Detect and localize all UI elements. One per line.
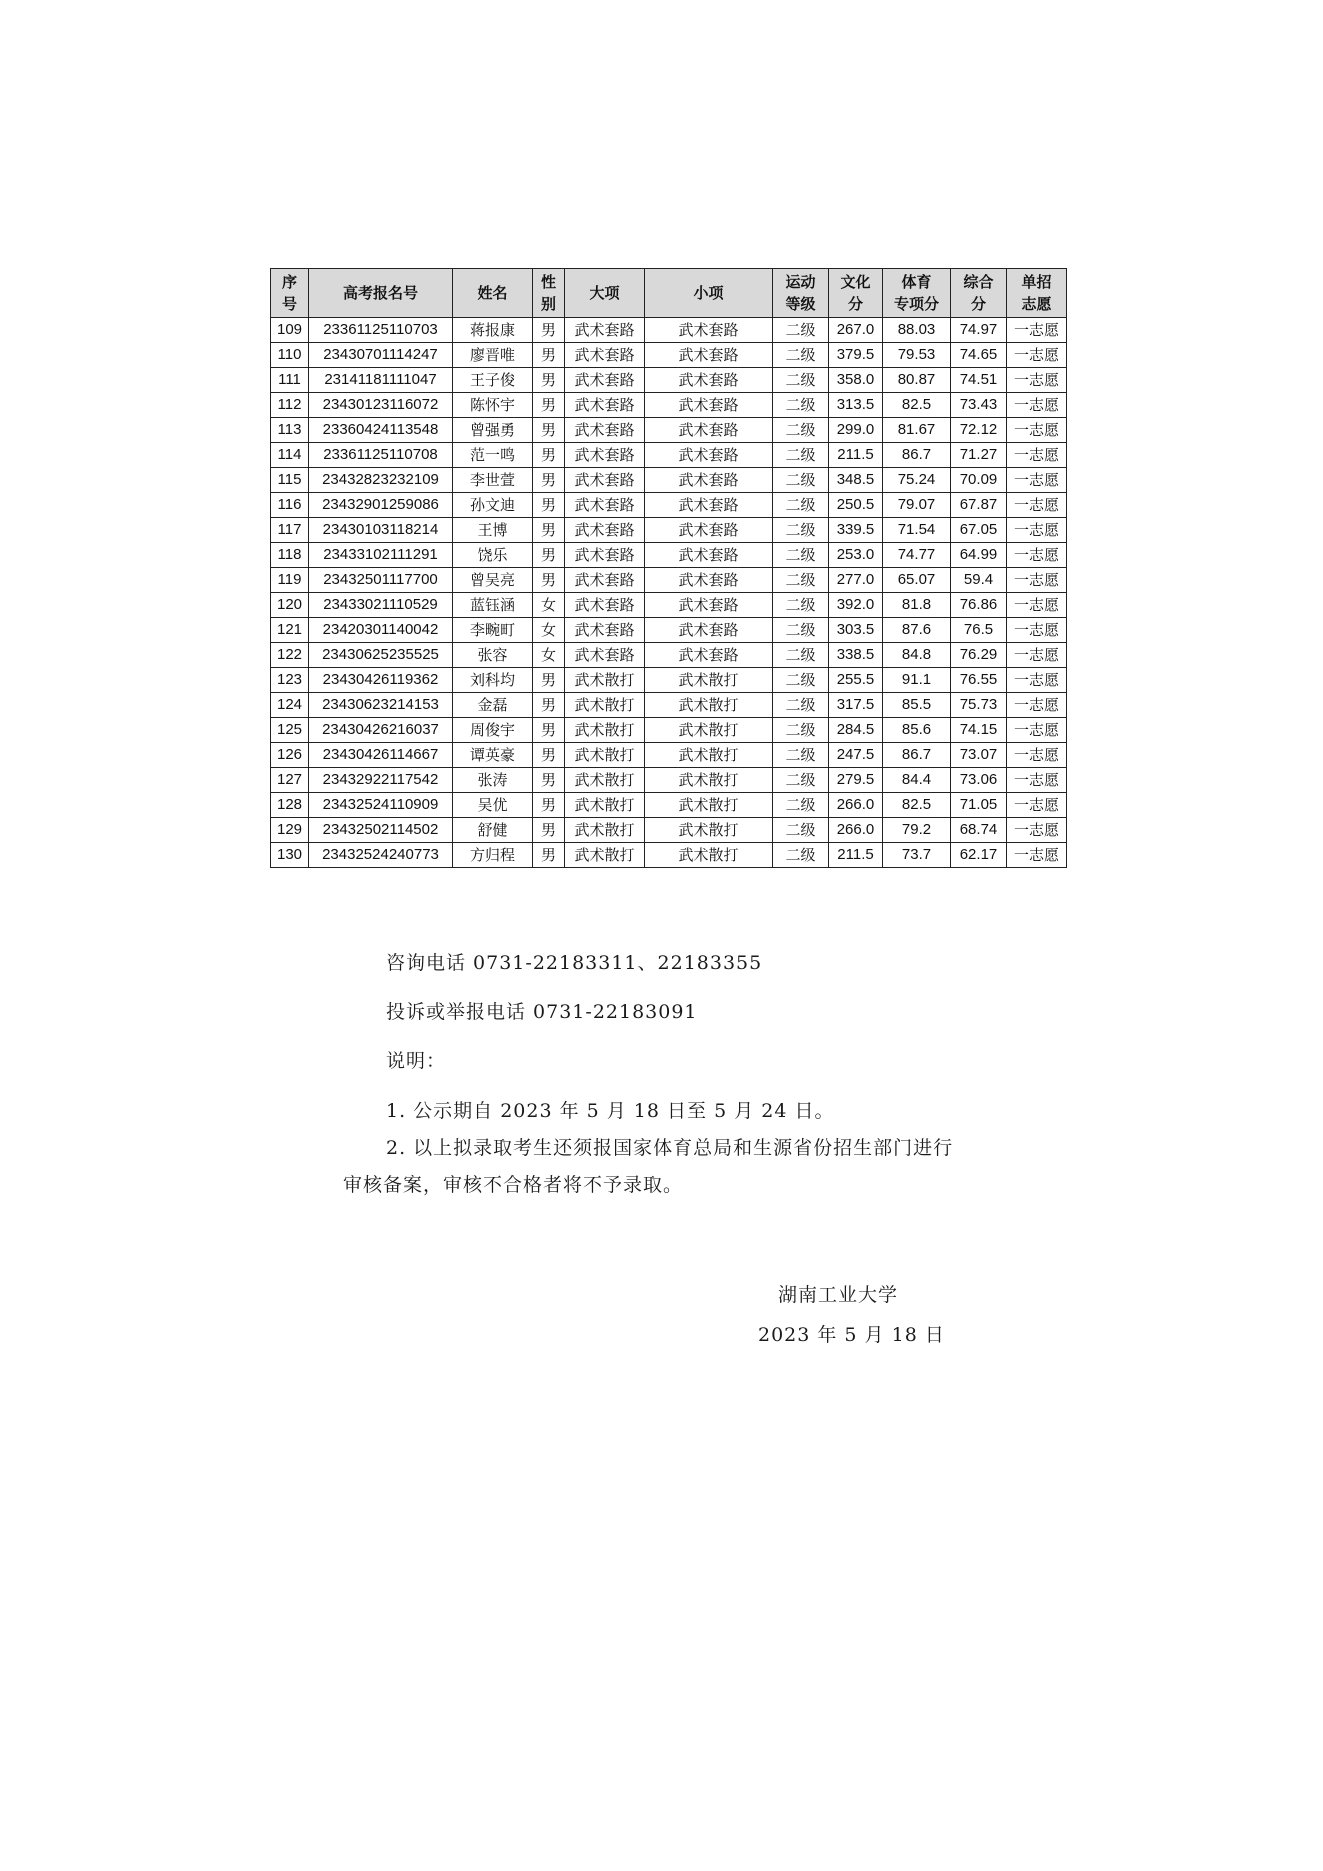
cell-culture-score: 211.5 (829, 443, 883, 468)
header-seq: 序 号 (271, 269, 309, 318)
cell-sport-score: 84.4 (883, 768, 951, 793)
cell-major-event: 武术套路 (565, 493, 645, 518)
cell-major-event: 武术套路 (565, 318, 645, 343)
cell-name: 张涛 (453, 768, 533, 793)
cell-minor-event: 武术散打 (645, 818, 773, 843)
cell-major-event: 武术散打 (565, 818, 645, 843)
cell-preference: 一志愿 (1007, 618, 1067, 643)
cell-culture-score: 253.0 (829, 543, 883, 568)
cell-name: 廖晋唯 (453, 343, 533, 368)
cell-culture-score: 348.5 (829, 468, 883, 493)
cell-name: 吴优 (453, 793, 533, 818)
cell-seq: 113 (271, 418, 309, 443)
cell-sport-score: 85.6 (883, 718, 951, 743)
cell-preference: 一志愿 (1007, 393, 1067, 418)
cell-seq: 118 (271, 543, 309, 568)
signature-institution: 湖南工业大学 (778, 1284, 899, 1306)
cell-sport-score: 73.7 (883, 843, 951, 868)
table-row (271, 668, 1067, 693)
cell-culture-score: 339.5 (829, 518, 883, 543)
cell-culture-score: 317.5 (829, 693, 883, 718)
cell-exam-id: 23430123116072 (309, 393, 453, 418)
cell-total-score: 74.15 (951, 718, 1007, 743)
table-row (271, 468, 1067, 493)
admission-table (270, 268, 1067, 868)
cell-preference: 一志愿 (1007, 518, 1067, 543)
table-row (271, 818, 1067, 843)
cell-sport-score: 74.77 (883, 543, 951, 568)
cell-sport-level: 二级 (773, 718, 829, 743)
cell-sport-score: 84.8 (883, 643, 951, 668)
cell-culture-score: 266.0 (829, 793, 883, 818)
cell-sport-level: 二级 (773, 468, 829, 493)
header-sport-score: 体育 专项分 (883, 269, 951, 318)
cell-preference: 一志愿 (1007, 593, 1067, 618)
cell-name: 曾强勇 (453, 418, 533, 443)
cell-sport-level: 二级 (773, 543, 829, 568)
cell-major-event: 武术套路 (565, 393, 645, 418)
cell-exam-id: 23432524240773 (309, 843, 453, 868)
cell-culture-score: 250.5 (829, 493, 883, 518)
cell-major-event: 武术散打 (565, 793, 645, 818)
cell-preference: 一志愿 (1007, 568, 1067, 593)
header-minor-event: 小项 (645, 269, 773, 318)
cell-total-score: 76.55 (951, 668, 1007, 693)
cell-sport-level: 二级 (773, 318, 829, 343)
cell-major-event: 武术散打 (565, 668, 645, 693)
cell-total-score: 75.73 (951, 693, 1007, 718)
cell-exam-id: 23430623214153 (309, 693, 453, 718)
cell-gender: 男 (533, 793, 565, 818)
cell-minor-event: 武术套路 (645, 393, 773, 418)
cell-culture-score: 392.0 (829, 593, 883, 618)
cell-name: 饶乐 (453, 543, 533, 568)
cell-total-score: 76.5 (951, 618, 1007, 643)
cell-total-score: 74.51 (951, 368, 1007, 393)
cell-seq: 129 (271, 818, 309, 843)
cell-sport-score: 91.1 (883, 668, 951, 693)
cell-seq: 111 (271, 368, 309, 393)
table-row (271, 443, 1067, 468)
cell-exam-id: 23430426114667 (309, 743, 453, 768)
cell-name: 方归程 (453, 843, 533, 868)
cell-major-event: 武术套路 (565, 618, 645, 643)
cell-exam-id: 23432823232109 (309, 468, 453, 493)
signature-date: 2023 年 5 月 18 日 (758, 1324, 945, 1346)
cell-gender: 男 (533, 843, 565, 868)
cell-culture-score: 267.0 (829, 318, 883, 343)
cell-minor-event: 武术套路 (645, 443, 773, 468)
cell-minor-event: 武术套路 (645, 568, 773, 593)
cell-sport-score: 87.6 (883, 618, 951, 643)
cell-sport-level: 二级 (773, 693, 829, 718)
cell-gender: 男 (533, 468, 565, 493)
cell-gender: 男 (533, 543, 565, 568)
cell-preference: 一志愿 (1007, 543, 1067, 568)
cell-major-event: 武术套路 (565, 568, 645, 593)
cell-exam-id: 23432901259086 (309, 493, 453, 518)
cell-major-event: 武术套路 (565, 643, 645, 668)
cell-culture-score: 313.5 (829, 393, 883, 418)
table-row (271, 518, 1067, 543)
cell-seq: 121 (271, 618, 309, 643)
cell-sport-score: 81.67 (883, 418, 951, 443)
cell-name: 李畹町 (453, 618, 533, 643)
cell-major-event: 武术套路 (565, 468, 645, 493)
cell-sport-level: 二级 (773, 368, 829, 393)
cell-seq: 110 (271, 343, 309, 368)
cell-gender: 男 (533, 668, 565, 693)
table-row (271, 368, 1067, 393)
cell-exam-id: 23432501117700 (309, 568, 453, 593)
cell-preference: 一志愿 (1007, 493, 1067, 518)
cell-culture-score: 247.5 (829, 743, 883, 768)
cell-seq: 119 (271, 568, 309, 593)
cell-preference: 一志愿 (1007, 443, 1067, 468)
cell-gender: 女 (533, 593, 565, 618)
cell-gender: 女 (533, 618, 565, 643)
cell-sport-score: 79.07 (883, 493, 951, 518)
cell-minor-event: 武术套路 (645, 618, 773, 643)
cell-seq: 126 (271, 743, 309, 768)
cell-seq: 120 (271, 593, 309, 618)
cell-gender: 男 (533, 693, 565, 718)
cell-culture-score: 279.5 (829, 768, 883, 793)
cell-sport-level: 二级 (773, 643, 829, 668)
cell-exam-id: 23432502114502 (309, 818, 453, 843)
consult-phone: 咨询电话 0731-22183311、22183355 (386, 952, 763, 974)
cell-exam-id: 23360424113548 (309, 418, 453, 443)
cell-sport-score: 82.5 (883, 793, 951, 818)
cell-gender: 男 (533, 318, 565, 343)
cell-gender: 男 (533, 768, 565, 793)
cell-exam-id: 23361125110708 (309, 443, 453, 468)
cell-exam-id: 23141181111047 (309, 368, 453, 393)
cell-culture-score: 303.5 (829, 618, 883, 643)
cell-exam-id: 23361125110703 (309, 318, 453, 343)
header-preference: 单招 志愿 (1007, 269, 1067, 318)
cell-sport-level: 二级 (773, 443, 829, 468)
cell-sport-level: 二级 (773, 793, 829, 818)
cell-gender: 男 (533, 393, 565, 418)
cell-sport-level: 二级 (773, 393, 829, 418)
cell-seq: 114 (271, 443, 309, 468)
explanation-heading: 说明： (386, 1050, 447, 1072)
cell-name: 陈怀宇 (453, 393, 533, 418)
cell-sport-level: 二级 (773, 743, 829, 768)
header-exam-id: 高考报名号 (309, 269, 453, 318)
table-row (271, 643, 1067, 668)
table-row (271, 768, 1067, 793)
cell-minor-event: 武术套路 (645, 418, 773, 443)
cell-culture-score: 277.0 (829, 568, 883, 593)
cell-minor-event: 武术散打 (645, 693, 773, 718)
cell-minor-event: 武术散打 (645, 718, 773, 743)
table-row (271, 318, 1067, 343)
cell-minor-event: 武术散打 (645, 668, 773, 693)
cell-major-event: 武术套路 (565, 368, 645, 393)
cell-sport-score: 86.7 (883, 443, 951, 468)
cell-total-score: 73.07 (951, 743, 1007, 768)
cell-exam-id: 23430701114247 (309, 343, 453, 368)
table-row (271, 843, 1067, 868)
cell-sport-score: 79.53 (883, 343, 951, 368)
cell-sport-score: 75.24 (883, 468, 951, 493)
cell-total-score: 64.99 (951, 543, 1007, 568)
cell-minor-event: 武术散打 (645, 843, 773, 868)
cell-gender: 男 (533, 743, 565, 768)
cell-gender: 男 (533, 518, 565, 543)
cell-minor-event: 武术套路 (645, 368, 773, 393)
cell-preference: 一志愿 (1007, 418, 1067, 443)
cell-preference: 一志愿 (1007, 468, 1067, 493)
cell-exam-id: 23432922117542 (309, 768, 453, 793)
cell-sport-level: 二级 (773, 518, 829, 543)
cell-sport-score: 80.87 (883, 368, 951, 393)
cell-sport-level: 二级 (773, 493, 829, 518)
cell-minor-event: 武术套路 (645, 643, 773, 668)
cell-name: 张容 (453, 643, 533, 668)
table-row (271, 493, 1067, 518)
cell-seq: 112 (271, 393, 309, 418)
cell-minor-event: 武术套路 (645, 518, 773, 543)
cell-name: 金磊 (453, 693, 533, 718)
cell-preference: 一志愿 (1007, 643, 1067, 668)
cell-exam-id: 23433102111291 (309, 543, 453, 568)
table-row (271, 718, 1067, 743)
note-item-1: 1. 公示期自 2023 年 5 月 18 日至 5 月 24 日。 (386, 1100, 835, 1122)
cell-gender: 男 (533, 568, 565, 593)
cell-minor-event: 武术套路 (645, 318, 773, 343)
cell-sport-score: 88.03 (883, 318, 951, 343)
cell-sport-level: 二级 (773, 768, 829, 793)
header-total-score: 综合 分 (951, 269, 1007, 318)
cell-minor-event: 武术套路 (645, 593, 773, 618)
cell-total-score: 70.09 (951, 468, 1007, 493)
table-row (271, 618, 1067, 643)
cell-culture-score: 266.0 (829, 818, 883, 843)
cell-gender: 男 (533, 443, 565, 468)
cell-total-score: 67.05 (951, 518, 1007, 543)
table-row (271, 568, 1067, 593)
cell-seq: 122 (271, 643, 309, 668)
cell-preference: 一志愿 (1007, 693, 1067, 718)
cell-sport-level: 二级 (773, 843, 829, 868)
cell-gender: 男 (533, 368, 565, 393)
table-row (271, 693, 1067, 718)
cell-gender: 男 (533, 418, 565, 443)
table-row (271, 593, 1067, 618)
cell-preference: 一志愿 (1007, 818, 1067, 843)
cell-seq: 124 (271, 693, 309, 718)
cell-exam-id: 23430426216037 (309, 718, 453, 743)
cell-sport-level: 二级 (773, 593, 829, 618)
cell-exam-id: 23430625235525 (309, 643, 453, 668)
cell-name: 王博 (453, 518, 533, 543)
cell-total-score: 59.4 (951, 568, 1007, 593)
cell-sport-score: 85.5 (883, 693, 951, 718)
cell-preference: 一志愿 (1007, 318, 1067, 343)
cell-seq: 115 (271, 468, 309, 493)
cell-major-event: 武术套路 (565, 543, 645, 568)
cell-total-score: 74.97 (951, 318, 1007, 343)
cell-total-score: 71.05 (951, 793, 1007, 818)
complaint-phone: 投诉或举报电话 0731-22183091 (386, 1001, 698, 1023)
cell-sport-score: 81.8 (883, 593, 951, 618)
table-row (271, 543, 1067, 568)
cell-major-event: 武术套路 (565, 343, 645, 368)
cell-sport-level: 二级 (773, 568, 829, 593)
cell-exam-id: 23432524110909 (309, 793, 453, 818)
cell-culture-score: 299.0 (829, 418, 883, 443)
cell-minor-event: 武术套路 (645, 493, 773, 518)
table-row (271, 793, 1067, 818)
cell-major-event: 武术散打 (565, 843, 645, 868)
cell-gender: 女 (533, 643, 565, 668)
table-header-row (271, 269, 1067, 318)
cell-total-score: 71.27 (951, 443, 1007, 468)
cell-major-event: 武术套路 (565, 593, 645, 618)
table-row (271, 418, 1067, 443)
cell-name: 李世萱 (453, 468, 533, 493)
cell-gender: 男 (533, 818, 565, 843)
cell-sport-level: 二级 (773, 418, 829, 443)
header-culture-score: 文化 分 (829, 269, 883, 318)
cell-sport-score: 79.2 (883, 818, 951, 843)
cell-name: 刘科均 (453, 668, 533, 693)
header-sport-level: 运动 等级 (773, 269, 829, 318)
cell-total-score: 67.87 (951, 493, 1007, 518)
cell-preference: 一志愿 (1007, 843, 1067, 868)
cell-preference: 一志愿 (1007, 793, 1067, 818)
cell-preference: 一志愿 (1007, 368, 1067, 393)
cell-total-score: 68.74 (951, 818, 1007, 843)
cell-exam-id: 23430103118214 (309, 518, 453, 543)
cell-exam-id: 23433021110529 (309, 593, 453, 618)
cell-seq: 127 (271, 768, 309, 793)
cell-preference: 一志愿 (1007, 668, 1067, 693)
table-row (271, 743, 1067, 768)
cell-sport-level: 二级 (773, 818, 829, 843)
header-major-event: 大项 (565, 269, 645, 318)
cell-total-score: 74.65 (951, 343, 1007, 368)
cell-name: 谭英豪 (453, 743, 533, 768)
cell-total-score: 62.17 (951, 843, 1007, 868)
cell-preference: 一志愿 (1007, 343, 1067, 368)
table-body (271, 318, 1067, 868)
cell-name: 曾吴亮 (453, 568, 533, 593)
cell-major-event: 武术套路 (565, 518, 645, 543)
cell-name: 舒健 (453, 818, 533, 843)
cell-culture-score: 358.0 (829, 368, 883, 393)
cell-gender: 男 (533, 343, 565, 368)
cell-seq: 123 (271, 668, 309, 693)
cell-major-event: 武术散打 (565, 768, 645, 793)
cell-culture-score: 284.5 (829, 718, 883, 743)
cell-seq: 130 (271, 843, 309, 868)
cell-minor-event: 武术散打 (645, 793, 773, 818)
cell-total-score: 73.43 (951, 393, 1007, 418)
cell-major-event: 武术散打 (565, 693, 645, 718)
cell-culture-score: 255.5 (829, 668, 883, 693)
cell-total-score: 72.12 (951, 418, 1007, 443)
cell-sport-score: 71.54 (883, 518, 951, 543)
cell-major-event: 武术散打 (565, 718, 645, 743)
cell-sport-score: 86.7 (883, 743, 951, 768)
header-gender: 性 别 (533, 269, 565, 318)
cell-preference: 一志愿 (1007, 768, 1067, 793)
cell-name: 王子俊 (453, 368, 533, 393)
cell-seq: 125 (271, 718, 309, 743)
cell-name: 孙文迪 (453, 493, 533, 518)
cell-preference: 一志愿 (1007, 718, 1067, 743)
cell-minor-event: 武术散打 (645, 768, 773, 793)
cell-culture-score: 338.5 (829, 643, 883, 668)
cell-culture-score: 211.5 (829, 843, 883, 868)
cell-gender: 男 (533, 718, 565, 743)
cell-total-score: 76.29 (951, 643, 1007, 668)
cell-sport-level: 二级 (773, 668, 829, 693)
cell-sport-score: 65.07 (883, 568, 951, 593)
cell-major-event: 武术套路 (565, 443, 645, 468)
cell-sport-score: 82.5 (883, 393, 951, 418)
cell-minor-event: 武术套路 (645, 543, 773, 568)
header-name: 姓名 (453, 269, 533, 318)
note-item-2-line-1: 2. 以上拟录取考生还须报国家体育总局和生源省份招生部门进行 (386, 1137, 954, 1159)
cell-seq: 109 (271, 318, 309, 343)
cell-sport-level: 二级 (773, 343, 829, 368)
note-item-2-line-2: 审核备案，审核不合格者将不予录取。 (343, 1174, 684, 1196)
cell-seq: 128 (271, 793, 309, 818)
cell-name: 蓝钰涵 (453, 593, 533, 618)
cell-major-event: 武术散打 (565, 743, 645, 768)
cell-minor-event: 武术散打 (645, 743, 773, 768)
cell-major-event: 武术套路 (565, 418, 645, 443)
cell-name: 蒋报康 (453, 318, 533, 343)
cell-name: 周俊宇 (453, 718, 533, 743)
cell-seq: 117 (271, 518, 309, 543)
cell-exam-id: 23420301140042 (309, 618, 453, 643)
cell-total-score: 73.06 (951, 768, 1007, 793)
cell-preference: 一志愿 (1007, 743, 1067, 768)
cell-seq: 116 (271, 493, 309, 518)
cell-minor-event: 武术套路 (645, 468, 773, 493)
cell-minor-event: 武术套路 (645, 343, 773, 368)
cell-gender: 男 (533, 493, 565, 518)
table-row (271, 393, 1067, 418)
cell-exam-id: 23430426119362 (309, 668, 453, 693)
cell-culture-score: 379.5 (829, 343, 883, 368)
cell-sport-level: 二级 (773, 618, 829, 643)
table-row (271, 343, 1067, 368)
cell-total-score: 76.86 (951, 593, 1007, 618)
cell-name: 范一鸣 (453, 443, 533, 468)
